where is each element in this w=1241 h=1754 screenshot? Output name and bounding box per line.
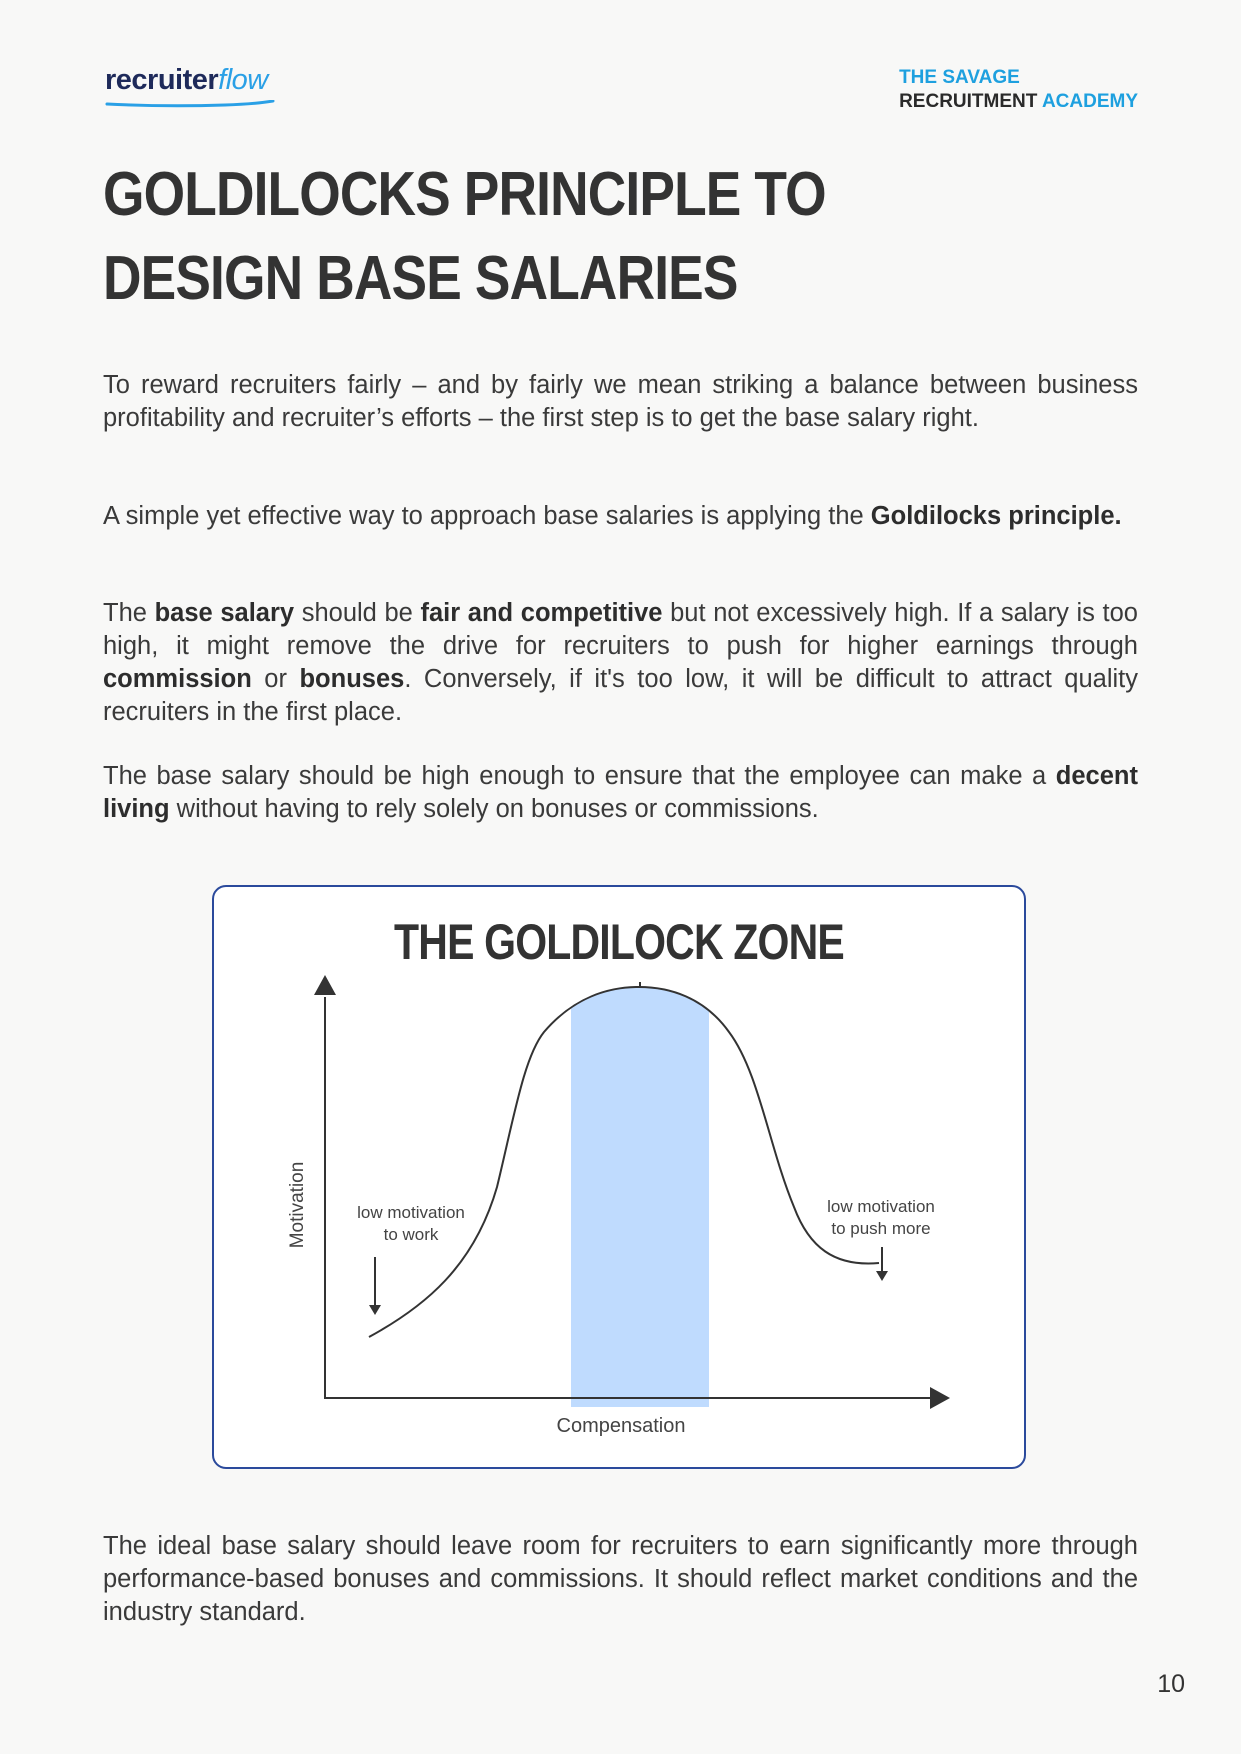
p3-c: should be <box>294 599 421 627</box>
annotation-right-line2: to push more <box>831 1219 931 1238</box>
p3-f: commission <box>103 665 252 693</box>
paragraph-goldilocks <box>103 500 1138 533</box>
goldilock-zone-band <box>571 967 709 1407</box>
paragraph-decent-living <box>103 760 1138 826</box>
annotation-left-arrow <box>369 1257 381 1315</box>
academy-word-academy: ACADEMY <box>1041 91 1138 112</box>
page-number: 10 <box>1157 1670 1185 1698</box>
p4-c: without having to rely solely on bonuses or commissions. <box>169 795 819 823</box>
p2-bold: Goldilocks principle. <box>870 502 1122 530</box>
x-axis-label: Compensation <box>556 1415 686 1437</box>
p3-d: fair and competitive <box>420 599 663 627</box>
paragraph-conclusion: The ideal base salary should leave room for recruiters to earn significantly more through performance-based bonuses and commissions. It should reflect market conditions and the industry standard. <box>103 1532 1138 1626</box>
p3-e: but not excessively high. If a salary is too high, it might remove the drive for recruiters to push for higher earnings through <box>103 599 1138 660</box>
annotation-right-line1: low motivation <box>827 1197 935 1216</box>
p4-b: decent living <box>103 762 1138 823</box>
y-axis-label: Motivation <box>287 1161 308 1249</box>
annotation-left-line2: to work <box>383 1225 439 1244</box>
annotation-left-line1: low motivation <box>357 1203 465 1222</box>
goldilock-chart <box>212 885 1026 1469</box>
p4-a: The base salary should be high enough to ensure that the employee can make a <box>103 762 1056 790</box>
chart-title: THE GOLDILOCK ZONE <box>394 914 844 970</box>
p3-a: The <box>103 599 155 627</box>
logo-underline <box>105 100 275 108</box>
academy-word-recruitment: RECRUITMENT <box>899 91 1038 112</box>
academy-brand <box>899 66 1138 114</box>
logo-text-flow: flow <box>218 64 268 96</box>
goldilock-chart-svg <box>214 887 1024 1467</box>
academy-line-1: THE SAVAGE <box>899 67 1020 88</box>
page-title: GOLDILOCKS PRINCIPLE TO DESIGN BASE SALARIES <box>103 160 826 313</box>
y-axis <box>314 975 336 1399</box>
p3-h: bonuses <box>299 665 405 693</box>
logo-text-recruiter: recruiter <box>105 64 219 96</box>
paragraph-intro: To reward recruiters fairly – and by fairly we mean striking a balance between business profitability and recruiter’s efforts – the first step is to get the base salary right. <box>103 371 1138 432</box>
p3-i: . Conversely, if it's too low, it will be difficult to attract quality recruiters in the first place. <box>103 665 1138 726</box>
p3-b: base salary <box>154 599 295 627</box>
paragraph-base-salary <box>103 597 1138 729</box>
p3-g: or <box>251 665 300 693</box>
logo <box>105 64 268 97</box>
p2-text: A simple yet effective way to approach base salaries is applying the <box>103 502 871 530</box>
